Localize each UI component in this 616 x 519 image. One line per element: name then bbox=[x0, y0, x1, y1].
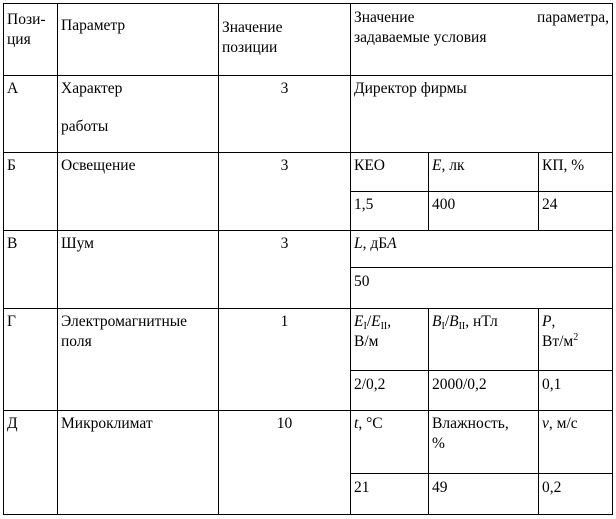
row-d-parameter: Микроклимат bbox=[61, 415, 153, 432]
row-d-value: 10 bbox=[276, 415, 293, 432]
row-a-parameter: Характер работы bbox=[61, 80, 123, 135]
row-v-position: В bbox=[7, 235, 18, 252]
row-b-val-kp: 24 bbox=[542, 196, 558, 213]
row-b-head-keo: КЕО bbox=[354, 157, 385, 174]
grid-line bbox=[350, 267, 613, 268]
grid-line bbox=[3, 410, 613, 411]
header-position-value: Значение позиции bbox=[222, 19, 283, 56]
grid-line bbox=[612, 3, 613, 515]
row-g-head-e: $E_I/E_{II}$, В/м bbox=[354, 313, 392, 350]
grid-line bbox=[350, 473, 613, 474]
grid-line bbox=[3, 3, 613, 4]
row-v-parameter: Шум bbox=[61, 235, 94, 252]
row-b-parameter: Освещение bbox=[61, 157, 136, 174]
row-d-position: Д bbox=[7, 415, 18, 432]
grid-line bbox=[538, 308, 539, 515]
grid-line bbox=[3, 230, 613, 231]
row-b-head-kp: КП, % bbox=[542, 157, 585, 174]
grid-line bbox=[3, 75, 613, 76]
row-d-head-v: v, м/с bbox=[542, 415, 578, 432]
grid-line bbox=[3, 514, 613, 515]
row-a-position: А bbox=[7, 80, 19, 97]
row-d-head-t: t, °С bbox=[354, 415, 383, 432]
row-b-head-e: E, лк bbox=[432, 157, 465, 174]
row-v-val-l: 50 bbox=[354, 273, 370, 290]
row-b-value: 3 bbox=[280, 157, 289, 174]
row-a-conditions: Директор фирмы bbox=[354, 80, 467, 97]
grid-line bbox=[350, 3, 351, 515]
row-g-head-b: $B_I/B_{II}$, нТл bbox=[432, 313, 498, 332]
grid-line bbox=[538, 152, 539, 231]
header-position: Пози- ция bbox=[7, 11, 46, 48]
row-d-val-t: 21 bbox=[354, 479, 370, 496]
row-g-val-e: 2/0,2 bbox=[354, 376, 386, 393]
grid-line bbox=[3, 152, 613, 153]
row-a-value: 3 bbox=[280, 80, 289, 97]
row-d-head-humidity: Влажность, % bbox=[432, 415, 509, 452]
row-g-val-b: 2000/0,2 bbox=[432, 376, 487, 393]
header-parameter: Параметр bbox=[61, 17, 126, 34]
row-d-val-humidity: 49 bbox=[432, 479, 448, 496]
grid-line bbox=[3, 308, 613, 309]
row-b-val-e: 400 bbox=[432, 196, 456, 213]
grid-line bbox=[57, 3, 58, 515]
grid-line bbox=[3, 3, 4, 515]
header-conditions: Значение параметра, задаваемые условия bbox=[354, 9, 609, 46]
row-b-position: Б bbox=[7, 157, 16, 174]
row-g-value: 1 bbox=[280, 313, 289, 330]
grid-line bbox=[350, 191, 613, 192]
row-v-value: 3 bbox=[280, 235, 289, 252]
row-g-parameter: Электромагнитные поля bbox=[61, 313, 188, 350]
grid-line bbox=[350, 370, 613, 371]
row-g-position: Г bbox=[7, 313, 16, 330]
row-d-val-v: 0,2 bbox=[542, 479, 562, 496]
grid-line bbox=[428, 152, 429, 231]
row-b-val-keo: 1,5 bbox=[354, 196, 374, 213]
grid-line bbox=[428, 308, 429, 515]
row-g-head-p: P, $Вт/м^2$ bbox=[542, 313, 579, 350]
row-v-head-l: L, дБА bbox=[354, 235, 397, 252]
row-g-val-p: 0,1 bbox=[542, 376, 562, 393]
